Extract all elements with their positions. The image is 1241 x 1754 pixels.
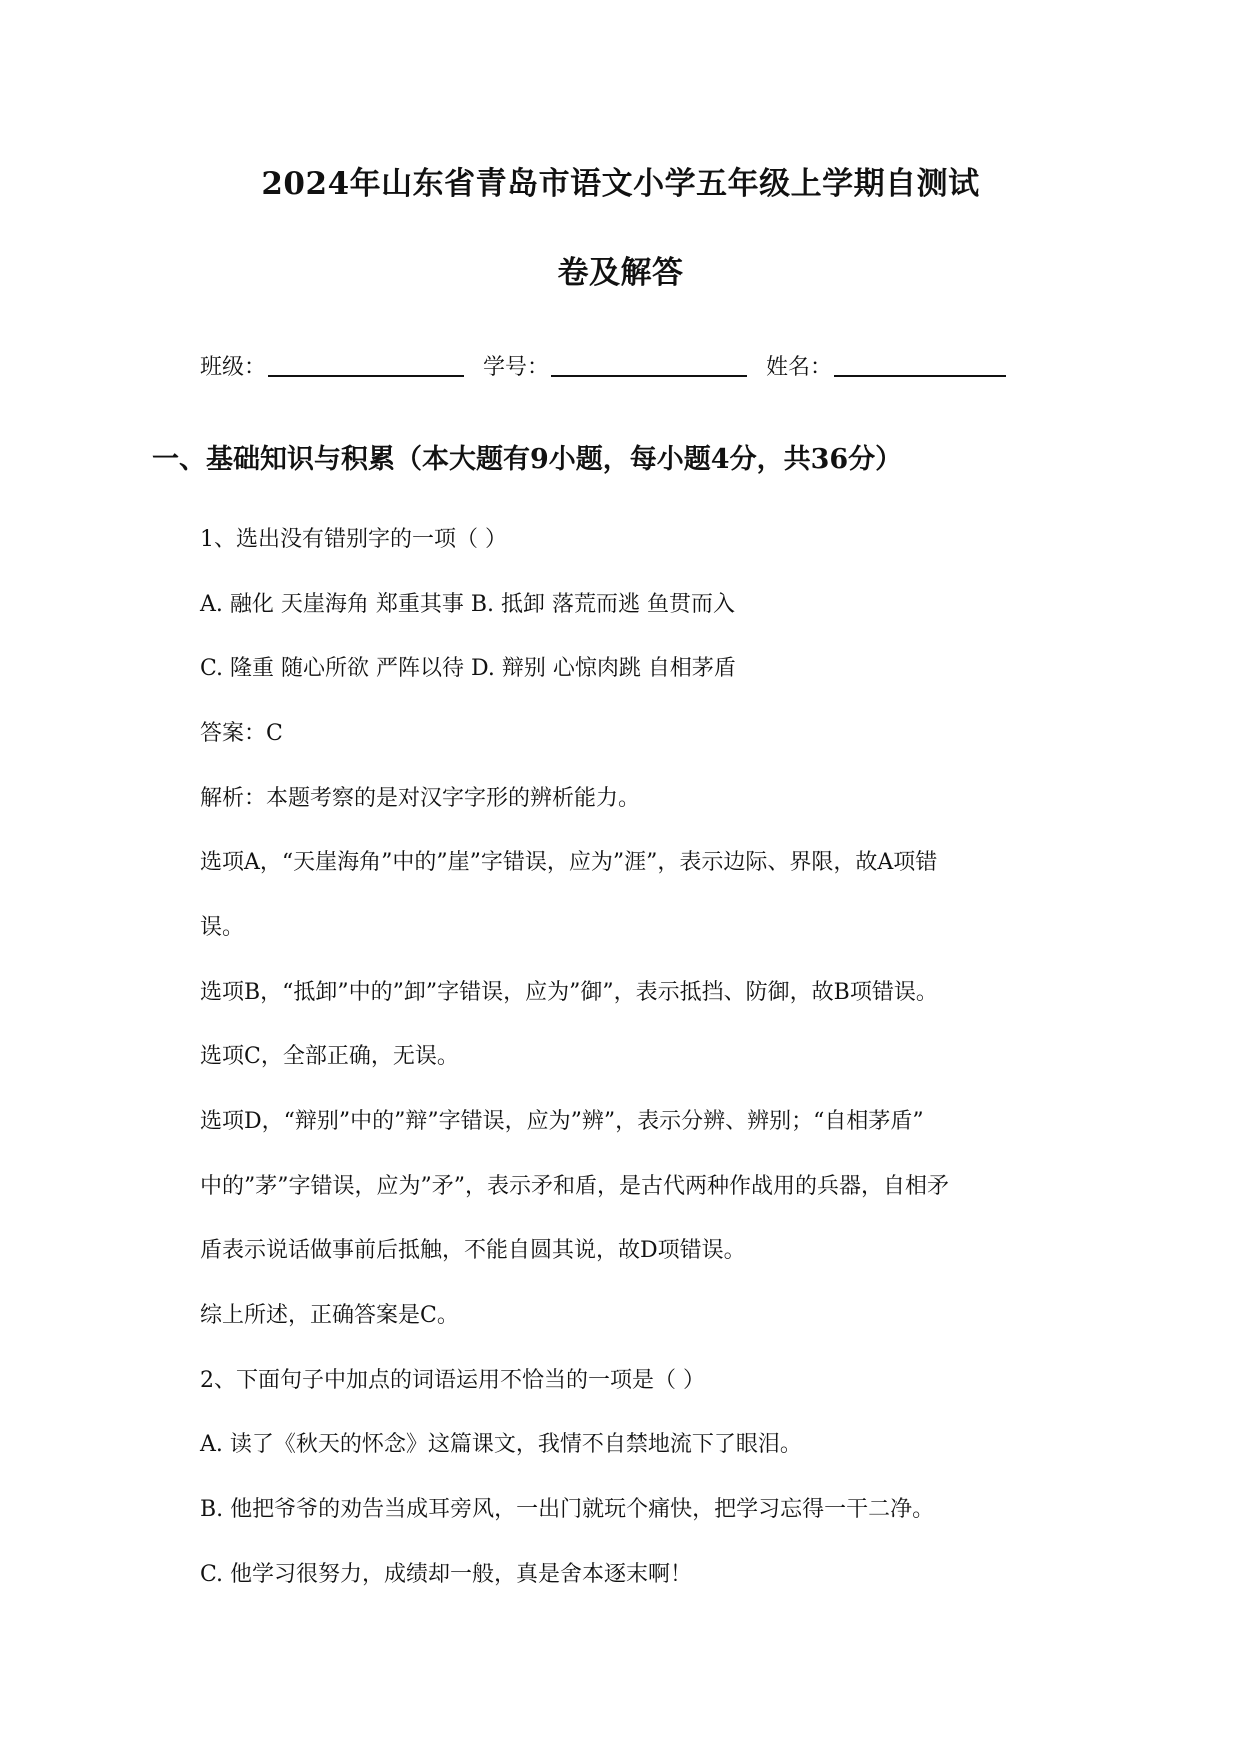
question-1-options-cd: C. 隆重 随心所欲 严阵以待 D. 辩别 心惊肉跳 自相茅盾 bbox=[200, 656, 736, 681]
question-1-analysis-d-line1: 选项D，“辩别”中的”辩”字错误，应为”辨”，表示分辨、辨别；“自相茅盾” bbox=[200, 1109, 924, 1134]
student-id-blank bbox=[551, 353, 747, 377]
class-blank bbox=[268, 353, 464, 377]
class-label: 班级： bbox=[200, 355, 267, 380]
question-2-option-c: C. 他学习很努力，成绩却一般，真是舍本逐末啊！ bbox=[200, 1562, 693, 1587]
document-title-line2: 卷及解答 bbox=[557, 255, 684, 291]
question-1-stem: 1、选出没有错别字的一项（ ） bbox=[200, 527, 507, 552]
question-1-analysis-d-line2: 中的”茅”字错误，应为”矛”，表示矛和盾，是古代两种作战用的兵器，自相矛 bbox=[200, 1174, 949, 1199]
question-1-analysis-a-line2: 误。 bbox=[200, 915, 245, 940]
document-title-line1: 2024年山东省青岛市语文小学五年级上学期自测试 bbox=[261, 166, 980, 202]
name-blank bbox=[834, 353, 1006, 377]
name-label: 姓名： bbox=[766, 355, 833, 380]
question-2-option-a: A. 读了《秋天的怀念》这篇课文，我情不自禁地流下了眼泪。 bbox=[200, 1432, 802, 1457]
question-1-analysis-c: 选项C，全部正确，无误。 bbox=[200, 1044, 459, 1069]
question-2-option-b: B. 他把爷爷的劝告当成耳旁风，一出门就玩个痛快，把学习忘得一干二净。 bbox=[200, 1497, 935, 1522]
question-1-summary: 综上所述，正确答案是C。 bbox=[200, 1303, 459, 1328]
question-1-analysis-d-line3: 盾表示说话做事前后抵触，不能自圆其说，故D项错误。 bbox=[200, 1238, 746, 1263]
question-1-analysis-intro: 解析：本题考察的是对汉字字形的辨析能力。 bbox=[200, 786, 641, 811]
question-1-answer: 答案：C bbox=[200, 721, 283, 746]
question-1-analysis-b: 选项B，“抵卸”中的”卸”字错误，应为”御”，表示抵挡、防御，故B项错误。 bbox=[200, 980, 938, 1005]
section-heading-1: 一、基础知识与积累（本大题有9小题，每小题4分，共36分） bbox=[152, 444, 903, 475]
question-2-stem: 2、下面句子中加点的词语运用不恰当的一项是（ ） bbox=[200, 1368, 705, 1393]
student-id-label: 学号： bbox=[483, 355, 550, 380]
question-1-analysis-a-line1: 选项A，“天崖海角”中的”崖”字错误，应为”涯”，表示边际、界限，故A项错 bbox=[200, 850, 938, 875]
student-info-row bbox=[200, 350, 1018, 381]
question-1-options-ab: A. 融化 天崖海角 郑重其事 B. 抵卸 落荒而逃 鱼贯而入 bbox=[200, 592, 735, 617]
